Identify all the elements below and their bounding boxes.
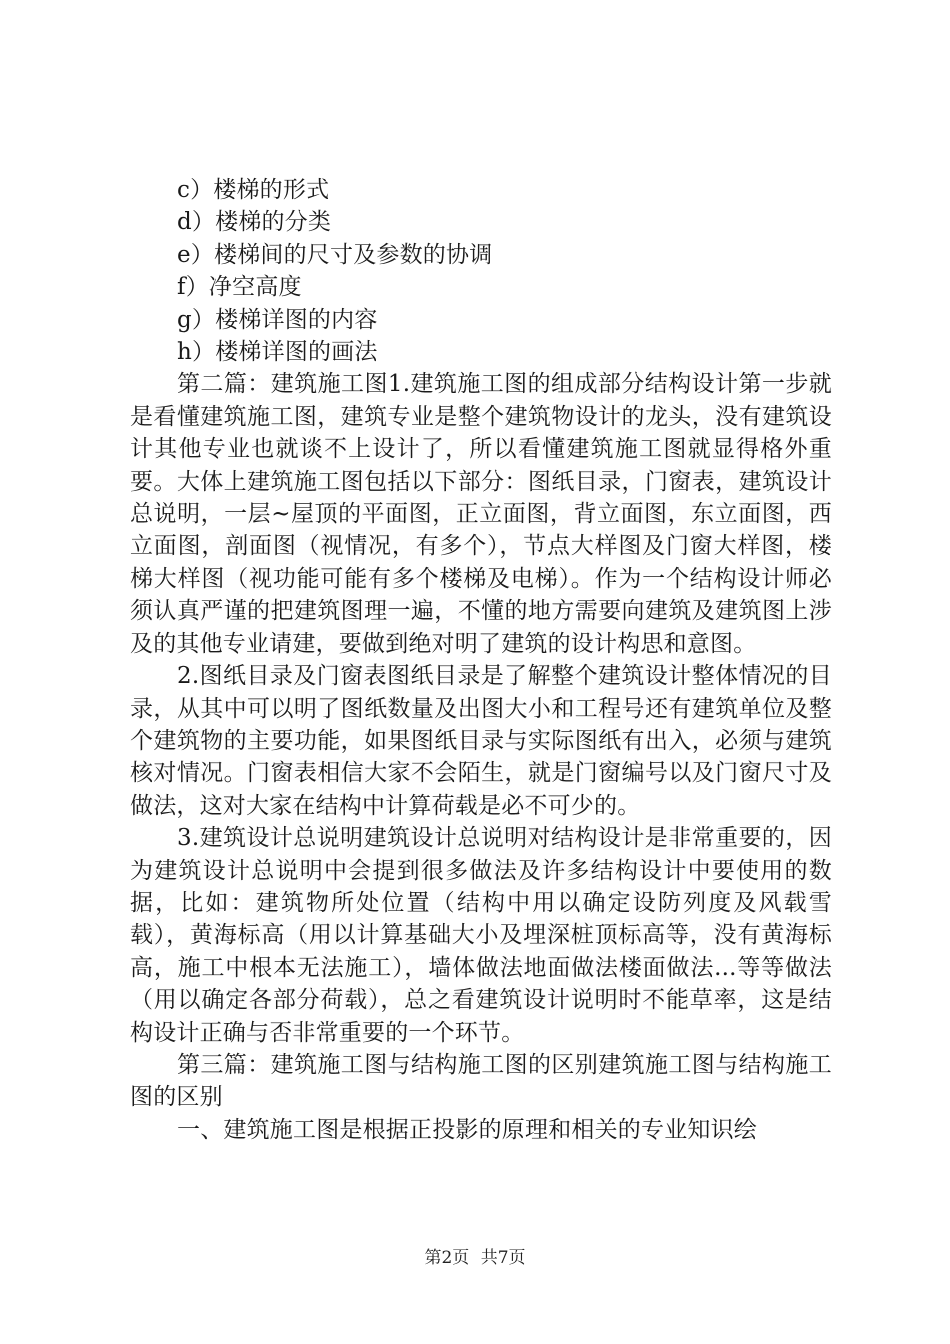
paragraph-general-notes: 3.建筑设计总说明建筑设计总说明对结构设计是非常重要的，因为建筑设计总说明中会提到很多做法及许多结构设计中要使用的数据，比如：建筑物所处位置（结构中用以确定设防列度及风载雪载），黄海标高（用以计算基础大小及埋深桩顶标高等，没有黄海标高，施工中根本无法施工），墙体做法地面做法楼面做法...等等做法（用以确定各部分荷载），总之看建筑设计说明时不能草率，这是结构设计正确与否非常重要的一个环节。 xyxy=(130,825,832,1046)
paragraph-part-two: 第二篇：建筑施工图1.建筑施工图的组成部分结构设计第一步就是看懂建筑施工图，建筑专业是整个建筑物设计的龙头，没有建筑设计其他专业也就谈不上设计了，所以看懂建筑施工图就显得格外重要。大体上建筑施工图包括以下部分：图纸目录，门窗表，建筑设计总说明，一层~屋顶的平面图，正立面图，背立面图，东立面图，西立面图，剖面图（视情况，有多个），节点大样图及门窗大样图，楼梯大样图（视功能可能有多个楼梯及电梯）。作为一个结构设计师必须认真严谨的把建筑图理一遍，不懂的地方需要向建筑及建筑图上涉及的其他专业请建，要做到绝对明了建筑的设计构思和意图。 xyxy=(130,371,832,657)
list-item: f）净空高度 xyxy=(177,274,302,301)
page-total: 共7页 xyxy=(480,1248,526,1268)
list-item: d）楼梯的分类 xyxy=(177,209,332,236)
page-number: 第2页 xyxy=(424,1248,470,1268)
paragraph-drawing-index: 2.图纸目录及门窗表图纸目录是了解整个建筑设计整体情况的目录，从其中可以明了图纸数量及出图大小和工程号还有建筑单位及整个建筑物的主要功能，如果图纸目录与实际图纸有出入，必须与建筑核对情况。门窗表相信大家不会陌生，就是门窗编号以及门窗尺寸及做法，这对大家在结构中计算荷载是必不可少的。 xyxy=(130,663,832,819)
page-body xyxy=(130,174,832,1146)
list-item: c）楼梯的形式 xyxy=(177,177,330,203)
paragraph-part-three: 第三篇：建筑施工图与结构施工图的区别建筑施工图与结构施工图的区别 xyxy=(130,1051,832,1111)
page-footer xyxy=(0,1243,950,1268)
list-item: e）楼梯间的尺寸及参数的协调 xyxy=(177,241,493,268)
list-item: h）楼梯详图的画法 xyxy=(177,339,378,366)
list-item: g）楼梯详图的内容 xyxy=(177,306,378,333)
paragraph-section-one: 一、建筑施工图是根据正投影的原理和相关的专业知识绘 xyxy=(177,1116,757,1143)
